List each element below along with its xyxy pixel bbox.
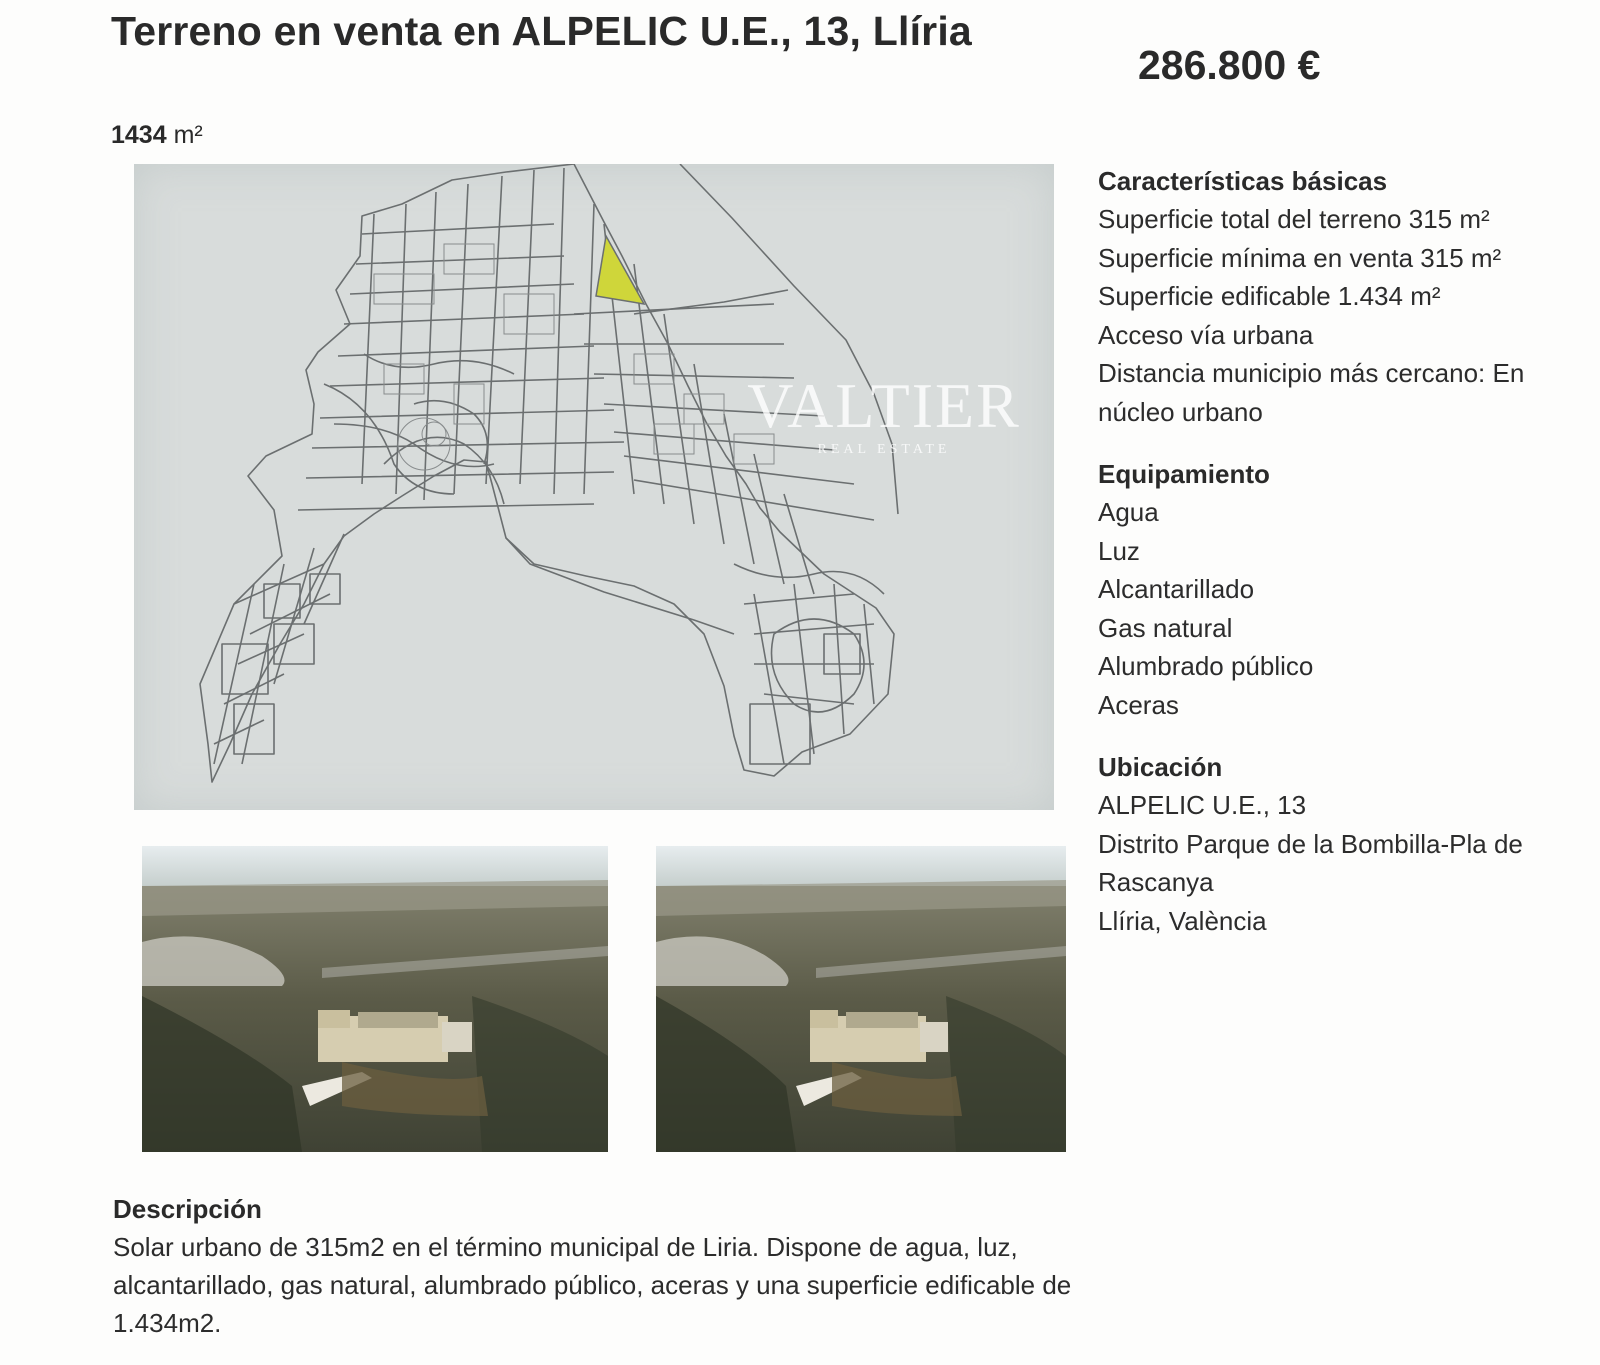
list-item: Superficie mínima en venta 315 m² [1098, 242, 1502, 273]
equipamiento-list [1098, 493, 1588, 724]
list-item: Luz [1098, 535, 1140, 566]
caracteristicas-heading: Características básicas [1098, 166, 1388, 196]
listing-area [111, 121, 203, 150]
watermark [654, 370, 1054, 458]
description-section [113, 1190, 1073, 1342]
ubicacion-list [1098, 786, 1588, 940]
urban-map-drawing [134, 164, 1054, 810]
listing-title: Terreno en venta en ALPELIC U.E., 13, Llíria [111, 8, 972, 54]
equipamiento-heading: Equipamiento [1098, 459, 1270, 489]
list-item: Distrito Parque de la Bombilla-Pla de Rascanya [1098, 828, 1523, 897]
ubicacion-heading: Ubicación [1098, 752, 1223, 782]
list-item: Gas natural [1098, 612, 1233, 643]
watermark-main: VALTIER [747, 370, 1021, 441]
list-item: Aceras [1098, 689, 1179, 720]
equipamiento-section [1098, 455, 1588, 724]
list-item: Superficie edificable 1.434 m² [1098, 281, 1441, 311]
list-item: Alumbrado público [1098, 651, 1314, 681]
area-unit: m² [173, 121, 203, 149]
watermark-sub: REAL ESTATE [817, 442, 951, 457]
listing-price: 286.800 € [1138, 42, 1321, 88]
list-item: Llíria, València [1098, 905, 1267, 936]
list-item: Acceso vía urbana [1098, 319, 1314, 350]
list-item: ALPELIC U.E., 13 [1098, 790, 1307, 820]
details-column [1098, 162, 1588, 964]
aerial-photo [656, 846, 1066, 1152]
aerial-photo [142, 846, 608, 1152]
list-item: Agua [1098, 497, 1159, 527]
list-item: Distancia municipio más cercano: En núcleo urbano [1098, 358, 1525, 427]
list-item: Alcantarillado [1098, 574, 1255, 604]
urban-map-image [134, 164, 1054, 810]
description-text: Solar urbano de 315m2 en el término municipal de Liria. Dispone de agua, luz, alcantarillado, gas natural, alumbrado público, aceras y una superficie edificable de 1.434m2. [113, 1232, 1072, 1338]
area-value: 1434 [111, 121, 167, 149]
highlighted-plot [596, 236, 644, 304]
description-heading: Descripción [113, 1194, 262, 1224]
caracteristicas-list [1098, 200, 1588, 431]
list-item: Superficie total del terreno 315 m² [1098, 204, 1490, 234]
caracteristicas-section [1098, 162, 1588, 431]
ubicacion-section [1098, 748, 1588, 940]
